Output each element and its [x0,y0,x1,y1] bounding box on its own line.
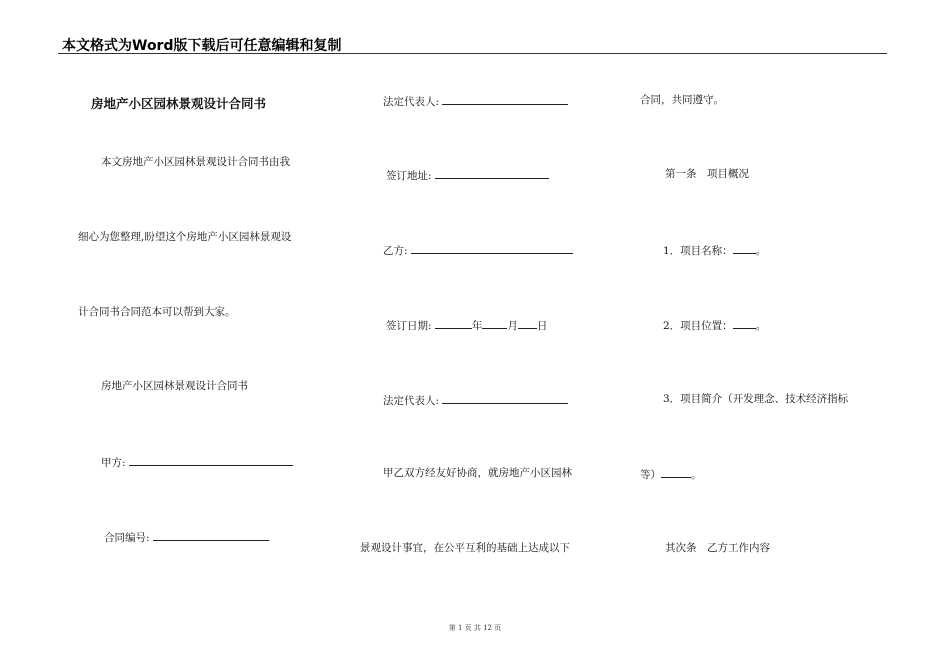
legal-rep-line-1 [383,94,568,109]
sign-date-line [386,318,547,333]
party-b-line [383,243,573,258]
article-1-heading: 第一条 项目概况 [665,168,749,180]
document-header: 本文格式为Word版下载后可任意编辑和复制 [62,38,342,54]
item-2-label: 2．项目位置： [663,320,733,332]
contract-subtitle: 房地产小区园林景观设计合同书 [101,380,248,392]
year-text: 年 [471,320,483,332]
intro-line-2: 细心为您整理,盼望这个房地产小区园林景观设 [78,231,292,243]
page-number: 第 1 页 共 12 页 [448,624,502,632]
intro-line-1: 本文房地产小区园林景观设计合同书由我 [101,156,290,168]
item-3-start: 等） [640,469,661,481]
item-1-label: 1．项目名称： [663,245,733,257]
article-2-heading: 其次条 乙方工作内容 [665,542,770,554]
item-2-end: 。 [755,320,767,332]
item-2-line [663,318,766,333]
year-blank [435,318,472,329]
item-3-blank [661,467,691,478]
sign-address-blank [435,168,549,179]
document-title: 房地产小区园林景观设计合同书 [91,96,267,111]
party-a-blank [129,455,293,466]
agreement-line-1: 甲乙双方经友好协商，就房地产小区园林 [383,467,572,479]
party-b-blank [411,243,573,254]
contract-no-line [104,530,269,545]
item-1-blank [733,243,756,254]
party-a-label: 甲方: [101,457,126,469]
sign-address-line [386,168,549,183]
legal-rep-blank-2 [442,393,568,404]
legal-rep-line-2 [383,393,568,408]
party-b-label: 乙方: [383,245,408,257]
party-a-line [101,455,293,470]
contract-no-blank [153,530,269,541]
month-blank [482,318,507,329]
agreement-line-2: 景观设计事宜，在公平互利的基础上达成以下 [360,542,570,554]
legal-rep-label-2: 法定代表人: [383,395,440,407]
sign-address-label: 签订地址: [386,170,432,182]
header-divider [58,53,887,54]
item-3-end: 。 [691,469,702,481]
item-1-end: 。 [755,245,767,257]
contract-no-label: 合同编号: [104,532,150,544]
item-3-line-1: 3．项目简介（开发理念、技术经济指标 [663,393,849,405]
day-text: 日 [536,320,548,332]
legal-rep-label-1: 法定代表人: [383,96,440,108]
legal-rep-blank-1 [442,94,568,105]
item-3-line-2 [640,467,702,482]
sign-date-label: 签订日期: [386,320,432,332]
column3-line-1: 合同，共同遵守。 [640,94,724,106]
intro-line-3: 计合同书合同范本可以帮到大家。 [78,306,236,318]
day-blank [518,318,537,329]
item-2-blank [733,318,756,329]
item-1-line [663,243,766,258]
month-text: 月 [507,320,518,332]
